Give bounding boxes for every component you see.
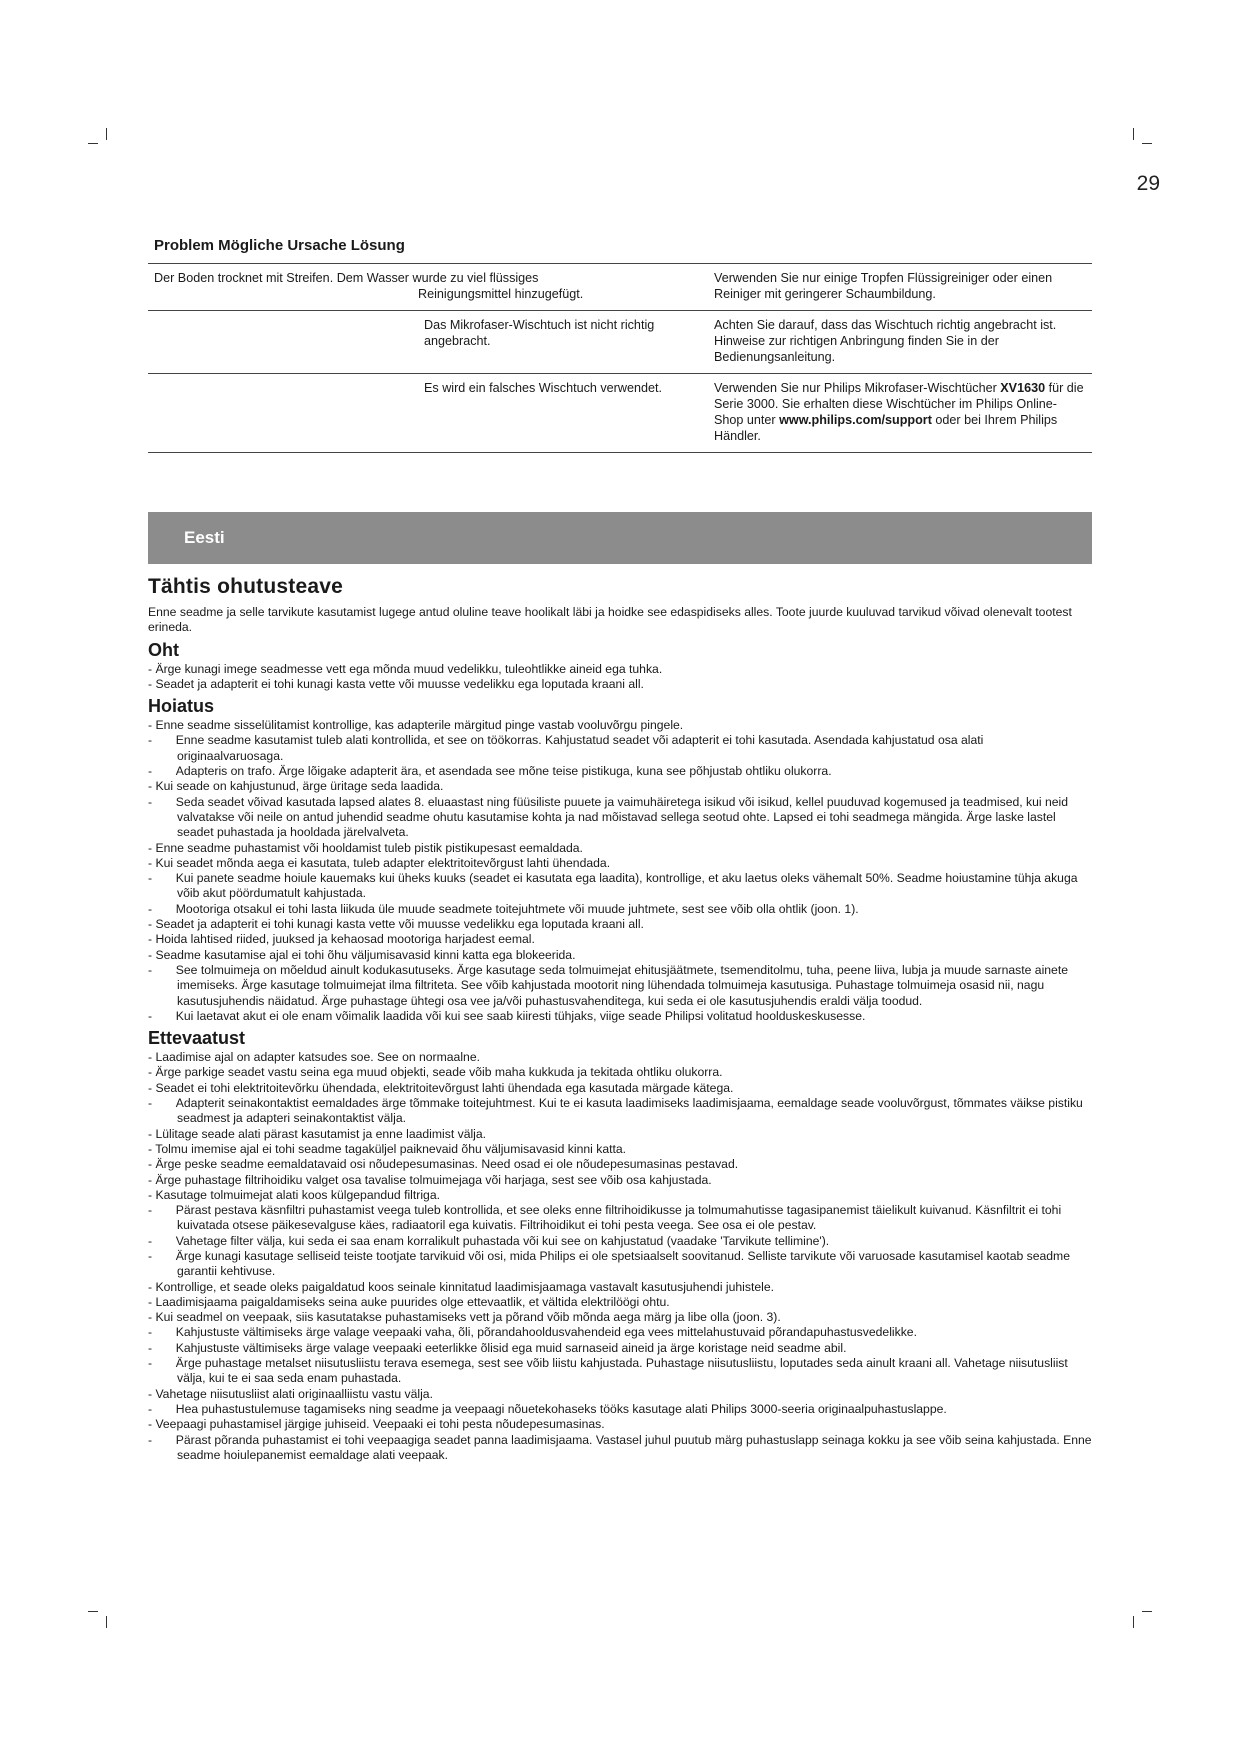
safety-item: - Adapteris on trafo. Ärge lõigake adapterit ära, et asendada see mõne teise pistikuga, kuna see põhjustab ohtliku olukorra. (148, 764, 832, 779)
safety-item: - Kahjustuste vältimiseks ärge valage veepaaki eeterlikke õlisid ega muid sarnaseid aineid ja ärge koristage neid seadme abil. (148, 1340, 847, 1355)
safety-item: - Kahjustuste vältimiseks ärge valage veepaaki vaha, õli, põrandahooldusvahendeid ega vees mittelahustuvaid põrandapuhastusvedelikke. (148, 1325, 917, 1340)
crop-mark-bottom-right-h (1142, 1611, 1152, 1612)
crop-mark-top-right-h (1142, 143, 1152, 144)
safety-item: - Lülitage seade alati pärast kasutamist ja enne laadimist välja. (148, 1126, 487, 1141)
safety-item: - Kontrollige, et seade oleks paigaldatud koos seinale kinnitatud laadimisjaamaga vastavalt kasutusjuhendi juhistele. (148, 1279, 775, 1294)
safety-item: - Tolmu imemise ajal ei tohi seadme tagaküljel paiknevaid õhu väljumisavasid kinni katta. (148, 1141, 627, 1156)
safety-item: - Ärge puhastage filtrihoidiku valget osa tavalise tolmuimejaga või harjaga, sest see võib osa kahjustada. (148, 1172, 712, 1187)
safety-item: - Pärast pestava käsnfiltri puhastamist veega tuleb kontrollida, et see oleks enne filtrihoidikusse ja tolmumahutisse tagasipanemist täielikult kuivanud. Käsnfiltrit ei tohi kuivatada otsese päikesevalguse käes, radiaatoril ega kuivatis. Filtrihoidikut ei tohi pesta veega. See osa ei ole pestav. (148, 1203, 1062, 1233)
safety-item: - Pärast põranda puhastamist ei tohi veepaagiga seadet panna laadimisjaama. Vastasel juhul puutub märg puhastuslapp seinaga kokku ja see võib seina kahjustada. Enne seadme hoiulepanemist eemaldage alati veepaak. (148, 1432, 1092, 1462)
safety-item: - Seadet ja adapterit ei tohi kunagi kasta vette või muusse vedelikku ega loputada kraani all. (148, 917, 644, 932)
intro-paragraph: Enne seadme ja selle tarvikute kasutamist lugege antud oluline teave hoolikalt läbi ja hoidke see edaspidiseks alles. Toote juurde kuuluvad tarvikud võivad olenevalt tootest erineda. (148, 605, 1072, 635)
crop-mark-bottom-left-h (88, 1611, 98, 1612)
safety-item: - Ärge puhastage metalset niisutusliistu terava esemega, sest see võib liistu kahjustada. Puhastage niisutusliistu, loputades seda ainult kraani all. Vahetage niisutusliist välja, kui te ei saa seda enam puhastada. (148, 1356, 1068, 1386)
safety-item: - Seda seadet võivad kasutada lapsed alates 8. eluaastast ning füüsiliste puuete ja vaimuhäiretega isikud või isikud, kellel puuduvad kogemused ja teadmised, kui neid valvatakse või neile on antud juhendid seadme ohutu kasutamise kohta ja nad mõistavad sellega seotud ohte. Lapsed ei tohi seadmega mängida. Ärge laske lastel seadet puhastada ja hooldada järelvalveta. (148, 794, 1069, 840)
safety-item: - See tolmuimeja on mõeldud ainult kodukasutuseks. Ärge kasutage seda tolmuimejat ehitusjäätmete, tsemenditolmu, tuha, peene liiva, lubja ja muude sarnaste ainete imemiseks. Ärge kasutage tolmuimejat ilma filtriteta. See võib kahjustada mootorit ning lühendada tolmuimeja kasutusiga. Puhastage tolmuimeja osasid nii, nagu kasutusjuhendis näidatud. Ärge puhastage ühtegi osa vee ja/või puhastusvahenditega, kui seda ei ole kasutusjuhendis eraldi välja toodud. (148, 962, 1069, 1008)
support-url: www.philips.com/support (779, 413, 932, 427)
safety-item: - Enne seadme kasutamist tuleb alati kontrollida, et see on töökorras. Kahjustatud seadet või adapterit ei tohi kasutada. Asendada kahjustatud osa alati originaalvaruosaga. (148, 733, 984, 763)
table-row (148, 311, 1092, 374)
safety-item: - Seadme kasutamise ajal ei tohi õhu väljumisavasid kinni katta ega blokeerida. (148, 947, 576, 962)
safety-item: - Mootoriga otsakul ei tohi lasta liikuda üle muude seadmete toitejuhtmete või muude juhtmete, sest see võib olla ohtlik (joon. 1). (148, 901, 859, 916)
safety-item: - Enne seadme puhastamist või hooldamist tuleb pistik pistikupesast eemaldada. (148, 840, 583, 855)
safety-item: - Laadimisjaama paigaldamiseks seina auke puurides olge ettevaatlik, et vältida elektrilöögi ohtu. (148, 1294, 670, 1309)
safety-item: - Hoida lahtised riided, juuksed ja kehaosad mootoriga harjadest eemal. (148, 932, 535, 947)
problem-cell (148, 264, 708, 311)
table-row (148, 374, 1092, 453)
safety-item: - Seadet ei tohi elektritoitevõrku ühendada, elektritoitevõrgust lahti ühendada ega kasutada märgade kätega. (148, 1080, 734, 1095)
safety-item: - Vahetage filter välja, kui seda ei saa enam korralikult puhastada või kui see on kahjustatud (vaadake 'Tarvikute tellimine'). (148, 1233, 830, 1248)
safety-item: - Kui seade on kahjustunud, ärge üritage seda laadida. (148, 779, 444, 794)
subsection-title: Oht (148, 639, 179, 660)
safety-item: - Enne seadme sisselülitamist kontrollige, kas adapterile märgitud pinge vastab vooluvõrgu pingele. (148, 718, 684, 733)
table-row (148, 264, 1092, 311)
cause-cell: Es wird ein falsches Wischtuch verwendet. (424, 381, 662, 395)
page-number: 29 (1136, 172, 1160, 195)
language-band (148, 512, 1092, 564)
safety-item: - Ärge peske seadme eemaldatavaid osi nõudepesumasinas. Need osad ei ole nõudepesumasinas pestavad. (148, 1157, 739, 1172)
safety-item: - Vahetage niisutusliist alati originaalliistu vastu välja. (148, 1386, 433, 1401)
section-heading: Tähtis ohutusteave (148, 575, 343, 598)
safety-item: - Kui laetavat akut ei ole enam võimalik laadida või kui see saab kiiresti tühjaks, viige seade Philipsi volitatud hoolduskeskusesse. (148, 1008, 866, 1023)
solution-cell: Achten Sie darauf, dass das Wischtuch richtig angebracht ist. Hinweise zur richtigen Anbringung finden Sie in der Bedienungsanleitung. (714, 318, 1057, 364)
safety-item: - Adapterit seinakontaktist eemaldades ärge tõmmake toitejuhtmest. Kui te ei kasuta laadimiseks laadimisjaama, eemaldage seade vooluvõrgust, tõmmates väikse pistiku seadmest ja adapteri seinakontaktist välja. (148, 1096, 1083, 1126)
solution-cell: Verwenden Sie nur Philips Mikrofaser-Wischtücher XV1630 für die Serie 3000. Sie erhalten diese Wischtücher im Philips Online-Shop unter www.philips.com/support oder bei Ihrem Philips Händler. (714, 381, 1084, 443)
safety-item: - Hea puhastustulemuse tagamiseks ning seadme ja veepaagi nõuetekohaseks tööks kasutage alati Philips 3000-seeria originaalpuhastuslappe. (148, 1401, 947, 1416)
safety-sections (148, 640, 1092, 1464)
crop-mark-top-left-v (106, 128, 107, 140)
safety-item: - Kui panete seadme hoiule kauemaks kui üheks kuuks (seadet ei kasutata ega laadita), kontrollige, et aku laetus oleks vähemalt 50%. Seadme hoiustamine tühja akuga võib akut pöördumatult kahjustada. (148, 871, 1078, 901)
cause-text: Reinigungsmittel hinzugefügt. (418, 287, 584, 301)
safety-item: - Laadimise ajal on adapter katsudes soe. See on normaalne. (148, 1050, 480, 1065)
troubleshooting-table (148, 263, 1092, 453)
crop-mark-top-left-h (88, 143, 98, 144)
safety-item: - Veepaagi puhastamisel järgige juhiseid. Veepaaki ei tohi pesta nõudepesumasinas. (148, 1417, 605, 1432)
language-label: Eesti (184, 528, 225, 547)
solution-cell: Verwenden Sie nur einige Tropfen Flüssigreiniger oder einen Reiniger mit geringerer Schaumbildung. (714, 271, 1053, 301)
safety-item: - Seadet ja adapterit ei tohi kunagi kasta vette või muusse vedelikku ega loputada kraani all. (148, 676, 644, 691)
subsection-title: Ettevaatust (148, 1028, 246, 1049)
product-code: XV1630 (1000, 381, 1046, 395)
subsection-title: Hoiatus (148, 696, 215, 717)
safety-item: - Ärge kunagi imege seadmesse vett ega mõnda muud vedelikku, tuleohtlikke aineid ega tuhka. (148, 661, 663, 676)
safety-item: - Kasutage tolmuimejat alati koos külgepandud filtriga. (148, 1187, 440, 1202)
crop-mark-top-right-v (1133, 128, 1134, 140)
problem-text: Der Boden trocknet mit Streifen. Dem Wasser wurde zu viel flüssiges (154, 271, 539, 285)
problem-cell (148, 374, 418, 453)
problem-cell (148, 311, 418, 374)
crop-mark-bottom-left-v (106, 1616, 107, 1628)
safety-item: - Kui seadmel on veepaak, siis kasutatakse puhastamiseks vett ja põrand võib mõnda aega märg ja libe olla (joon. 3). (148, 1310, 781, 1325)
safety-item: - Ärge parkige seadet vastu seina ega muud objekti, seade võib maha kukkuda ja tekitada ohtliku olukorra. (148, 1065, 723, 1080)
cause-cell: Das Mikrofaser-Wischtuch ist nicht richtig angebracht. (424, 318, 655, 348)
safety-content (148, 575, 1092, 1463)
table-title: Problem Mögliche Ursache Lösung (154, 237, 405, 254)
safety-item: - Ärge kunagi kasutage selliseid teiste tootjate tarvikuid või osi, mida Philips ei ole spetsiaalselt soovitanud. Selliste tarvikute või varuosade kasutamisel kaotab seadme garantii kehtivuse. (148, 1248, 1070, 1279)
safety-item: - Kui seadet mõnda aega ei kasutata, tuleb adapter elektritoitevõrgust lahti ühendada. (148, 855, 611, 870)
crop-mark-bottom-right-v (1133, 1616, 1134, 1628)
